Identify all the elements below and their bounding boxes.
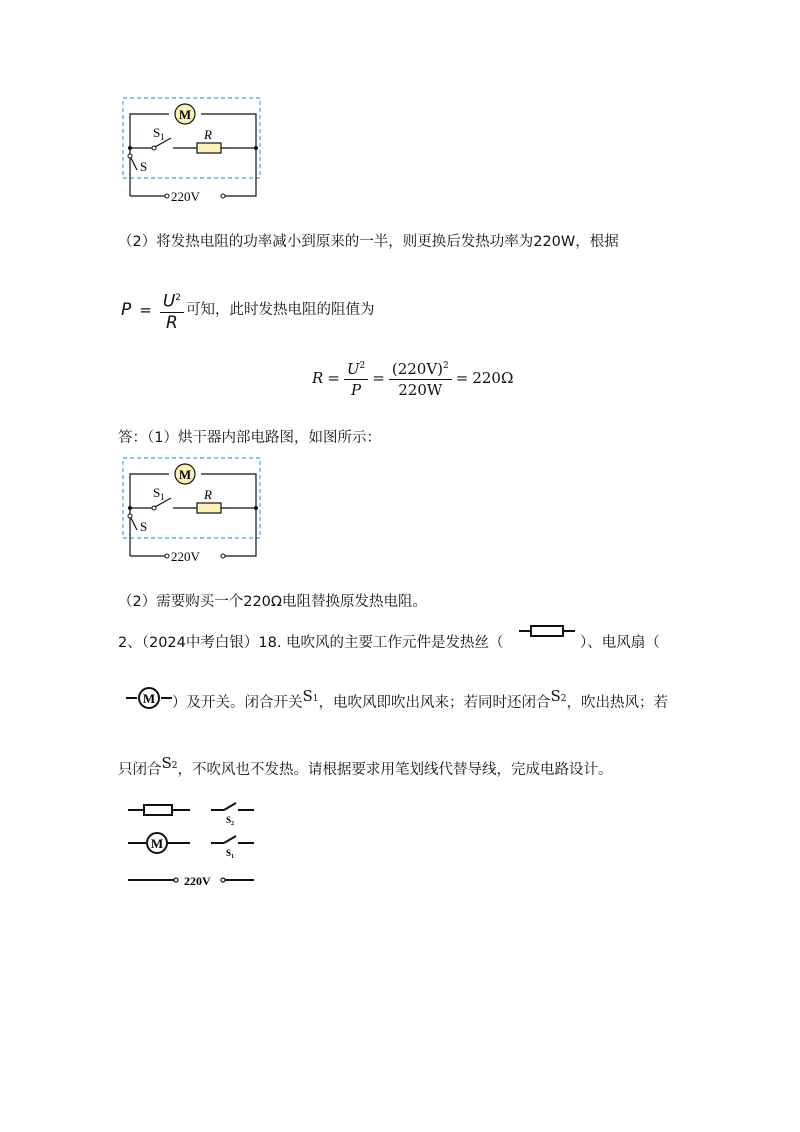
formula2-frac1: [344, 356, 368, 400]
motor-symbol-inline: [124, 686, 174, 710]
question-2-line-3b: ，不吹风也不发热。请根据要求用笔划线代替导线，完成电路设计。: [177, 762, 613, 778]
formula2-den2: 220W: [398, 381, 443, 399]
question-2-line-2: [172, 687, 669, 716]
formula2-exp2: 2: [443, 361, 449, 371]
s1-label: $S_1$: [153, 125, 165, 142]
q2-s2: S: [550, 687, 561, 705]
formula2-num1: U: [346, 360, 360, 378]
question-2-line-2c: ，吹出热风；若: [566, 695, 669, 711]
circuit-diagram-bottom: [115, 452, 275, 567]
resistor-symbol: [197, 503, 221, 513]
question-2-line-2a: ）及开关。闭合开关: [172, 695, 303, 711]
resistor-label: R: [204, 487, 212, 502]
formula2-result: 220Ω: [472, 369, 514, 387]
motor-label: M: [178, 467, 192, 482]
question-2-line-3: [118, 754, 613, 783]
formula-exp: 2: [175, 293, 182, 303]
q2-s1-sub: 1: [312, 694, 319, 704]
q2-s2-sub: 2: [560, 694, 567, 704]
voltage-label: 220V: [171, 549, 200, 564]
formula-tail: 可知，此时发热电阻的阻值为: [186, 302, 375, 319]
question-2-line-3a: 只闭合: [118, 762, 162, 778]
switch-s-blade: [131, 518, 137, 530]
formula2-eq1: =: [327, 369, 340, 387]
q2-s2-again: S: [161, 754, 172, 772]
circuit-diagram-top: [115, 92, 275, 207]
answer-1: 答：（1）烘干器内部电路图，如图所示：: [118, 430, 381, 446]
components-figure: [124, 798, 264, 893]
formula2-num2: (220V): [391, 360, 444, 378]
formula-eq: =: [139, 301, 152, 320]
heating-wire-symbol: [517, 621, 577, 641]
formula-power: [121, 288, 375, 333]
question-2-line-2b: ，电吹风即吹出风来；若同时还闭合: [318, 695, 551, 711]
s1-label: $S_1$: [153, 485, 165, 502]
answer-2: （2）需要购买一个220Ω电阻替换原发热电阻。: [118, 594, 427, 610]
formula2-frac2: [389, 356, 452, 400]
resistor-label: R: [204, 127, 212, 142]
component-voltage-label: 220V: [184, 874, 211, 888]
formula-num: U: [162, 291, 176, 312]
formula2-lhs: R: [312, 369, 324, 387]
component-switch-s2: [224, 803, 236, 810]
formula-lhs: P: [121, 300, 132, 321]
q2-s1: S: [302, 687, 313, 705]
switch-s-blade: [131, 158, 137, 170]
q2-s2-again-sub: 2: [171, 761, 178, 771]
component-s1-label: $S_1$: [226, 848, 235, 860]
component-motor-label: M: [150, 836, 164, 851]
component-switch-s1: [224, 836, 236, 843]
formula2-eq3: =: [455, 369, 469, 387]
voltage-label: 220V: [171, 189, 200, 204]
motor-inline-label: M: [142, 691, 156, 706]
component-resistor: [144, 805, 172, 815]
formula-resistance: [312, 356, 513, 400]
formula-fraction: [160, 288, 184, 333]
motor-label: M: [178, 107, 192, 122]
resistor-symbol: [197, 143, 221, 153]
question-2-line-1a: 2、（2024中考白银）18. 电吹风的主要工作元件是发热丝（: [118, 635, 504, 651]
formula2-den1: P: [351, 381, 362, 399]
paragraph-2: （2）将发热电阻的功率减小到原来的一半，则更换后发热功率为220W，根据: [118, 234, 619, 250]
s-label: S: [140, 159, 148, 174]
s-label: S: [140, 519, 148, 534]
component-s2-label: $S_2$: [226, 815, 235, 827]
formula2-eq2: =: [372, 369, 385, 387]
formula2-exp1: 2: [359, 361, 366, 371]
question-2-line-1b: ）、电风扇（: [580, 635, 660, 651]
formula-den: R: [166, 312, 178, 333]
